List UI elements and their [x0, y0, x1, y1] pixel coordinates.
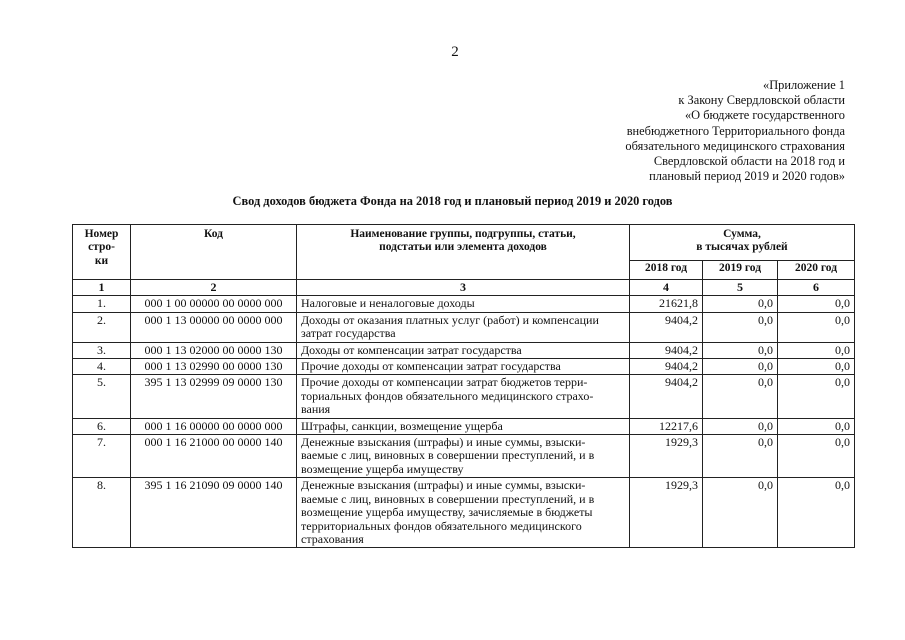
value-2019: 0,0: [703, 359, 778, 375]
column-number: 4: [630, 280, 703, 296]
table-body: [73, 296, 855, 548]
page-number: 2: [451, 44, 459, 60]
value-2019: 0,0: [703, 478, 778, 548]
value-2019: 0,0: [703, 296, 778, 312]
row-number: 5.: [73, 375, 131, 418]
row-name: [297, 478, 630, 548]
header-row-number: Номер стро- ки: [73, 225, 131, 280]
value-2019: 0,0: [703, 375, 778, 418]
appendix-note: [585, 78, 845, 184]
value-2019: 0,0: [703, 312, 778, 342]
row-code: 000 1 13 00000 00 0000 000: [131, 312, 297, 342]
value-2020: 0,0: [778, 418, 855, 434]
value-2018: 12217,6: [630, 418, 703, 434]
appendix-line: Свердловской области на 2018 год и: [653, 154, 845, 169]
header-sum: Сумма, в тысячах рублей: [630, 225, 855, 261]
row-code: 395 1 13 02999 09 0000 130: [131, 375, 297, 418]
table-row: [73, 312, 855, 342]
table-row: [73, 435, 855, 478]
table-row: [73, 342, 855, 358]
appendix-line: к Закону Свердловской области: [678, 93, 845, 108]
column-number: 6: [778, 280, 855, 296]
appendix-line: обязательного медицинского страхования: [625, 138, 845, 153]
row-name-line: ваемые с лиц, виновных в совершении преступлений, и в: [301, 491, 595, 506]
row-code: 000 1 16 00000 00 0000 000: [131, 418, 297, 434]
value-2020: 0,0: [778, 359, 855, 375]
row-name-line: Денежные взыскания (штрафы) и иные суммы, взыски-: [301, 478, 586, 493]
table-title: Свод доходов бюджета Фонда на 2018 год и плановый период 2019 и 2020 годов: [232, 194, 673, 208]
value-2020: 0,0: [778, 478, 855, 548]
row-code: 000 1 13 02000 00 0000 130: [131, 342, 297, 358]
row-number: 7.: [73, 435, 131, 478]
value-2020: 0,0: [778, 435, 855, 478]
value-2020: 0,0: [778, 375, 855, 418]
value-2018: 1929,3: [630, 478, 703, 548]
row-name-line: Прочие доходы от компенсации затрат государства: [301, 359, 561, 374]
row-name-line: вания: [301, 402, 331, 417]
table-row: [73, 296, 855, 312]
value-2020: 0,0: [778, 312, 855, 342]
column-number: 3: [297, 280, 630, 296]
row-name-line: Штрафы, санкции, возмещение ущерба: [301, 418, 503, 433]
row-number: 1.: [73, 296, 131, 312]
table-row: [73, 359, 855, 375]
value-2018: 9404,2: [630, 312, 703, 342]
row-name: [297, 359, 630, 375]
header-year-2020: 2020 год: [778, 261, 855, 280]
header-year-2018: 2018 год: [630, 261, 703, 280]
value-2019: 0,0: [703, 342, 778, 358]
row-name-line: Денежные взыскания (штрафы) и иные суммы, взыски-: [301, 435, 586, 450]
header-code: Код: [131, 225, 297, 280]
row-code: 395 1 16 21090 09 0000 140: [131, 478, 297, 548]
row-name-line: затрат государства: [301, 326, 396, 341]
row-name-line: территориальных фондов обязательного медицинского: [301, 518, 582, 533]
row-name-line: Прочие доходы от компенсации затрат бюджетов терри-: [301, 375, 588, 390]
row-name: [297, 342, 630, 358]
table-row: [73, 478, 855, 548]
row-name-line: страхования: [301, 531, 364, 546]
value-2020: 0,0: [778, 296, 855, 312]
table-row: [73, 418, 855, 434]
row-number: 3.: [73, 342, 131, 358]
value-2018: 9404,2: [630, 359, 703, 375]
row-name: [297, 418, 630, 434]
row-code: 000 1 16 21000 00 0000 140: [131, 435, 297, 478]
value-2019: 0,0: [703, 418, 778, 434]
row-name-line: Доходы от оказания платных услуг (работ) и компенсации: [301, 312, 599, 327]
column-number: 1: [73, 280, 131, 296]
row-code: 000 1 00 00000 00 0000 000: [131, 296, 297, 312]
row-name-line: ваемые с лиц, виновных в совершении преступлений, и в: [301, 448, 595, 463]
value-2018: 9404,2: [630, 342, 703, 358]
appendix-line: плановый период 2019 и 2020 годов»: [649, 169, 845, 184]
row-code: 000 1 13 02990 00 0000 130: [131, 359, 297, 375]
column-number: 5: [703, 280, 778, 296]
value-2018: 9404,2: [630, 375, 703, 418]
row-number: 4.: [73, 359, 131, 375]
row-name-line: возмещение ущерба имуществу: [301, 461, 464, 476]
row-name-line: ториальных фондов обязательного медицинского страхо-: [301, 388, 594, 403]
value-2020: 0,0: [778, 342, 855, 358]
row-name: [297, 435, 630, 478]
row-name-line: Доходы от компенсации затрат государства: [301, 342, 522, 357]
column-number-row: [73, 280, 855, 296]
appendix-line: «О бюджете государственного: [684, 108, 845, 123]
header-year-2019: 2019 год: [703, 261, 778, 280]
value-2019: 0,0: [703, 435, 778, 478]
header-name: Наименование группы, подгруппы, статьи, подстатьи или элемента доходов: [297, 225, 630, 280]
row-name: [297, 296, 630, 312]
value-2018: 21621,8: [630, 296, 703, 312]
column-number: 2: [131, 280, 297, 296]
row-number: 8.: [73, 478, 131, 548]
revenue-table: [72, 224, 855, 548]
row-name-line: Налоговые и неналоговые доходы: [301, 296, 475, 311]
row-name-line: возмещение ущерба имуществу, зачисляемые в бюджеты: [301, 505, 593, 520]
appendix-line: внебюджетного Территориального фонда: [626, 123, 845, 138]
value-2018: 1929,3: [630, 435, 703, 478]
row-name: [297, 375, 630, 418]
row-name: [297, 312, 630, 342]
row-number: 6.: [73, 418, 131, 434]
table-row: [73, 375, 855, 418]
row-number: 2.: [73, 312, 131, 342]
appendix-line: «Приложение 1: [763, 78, 845, 92]
